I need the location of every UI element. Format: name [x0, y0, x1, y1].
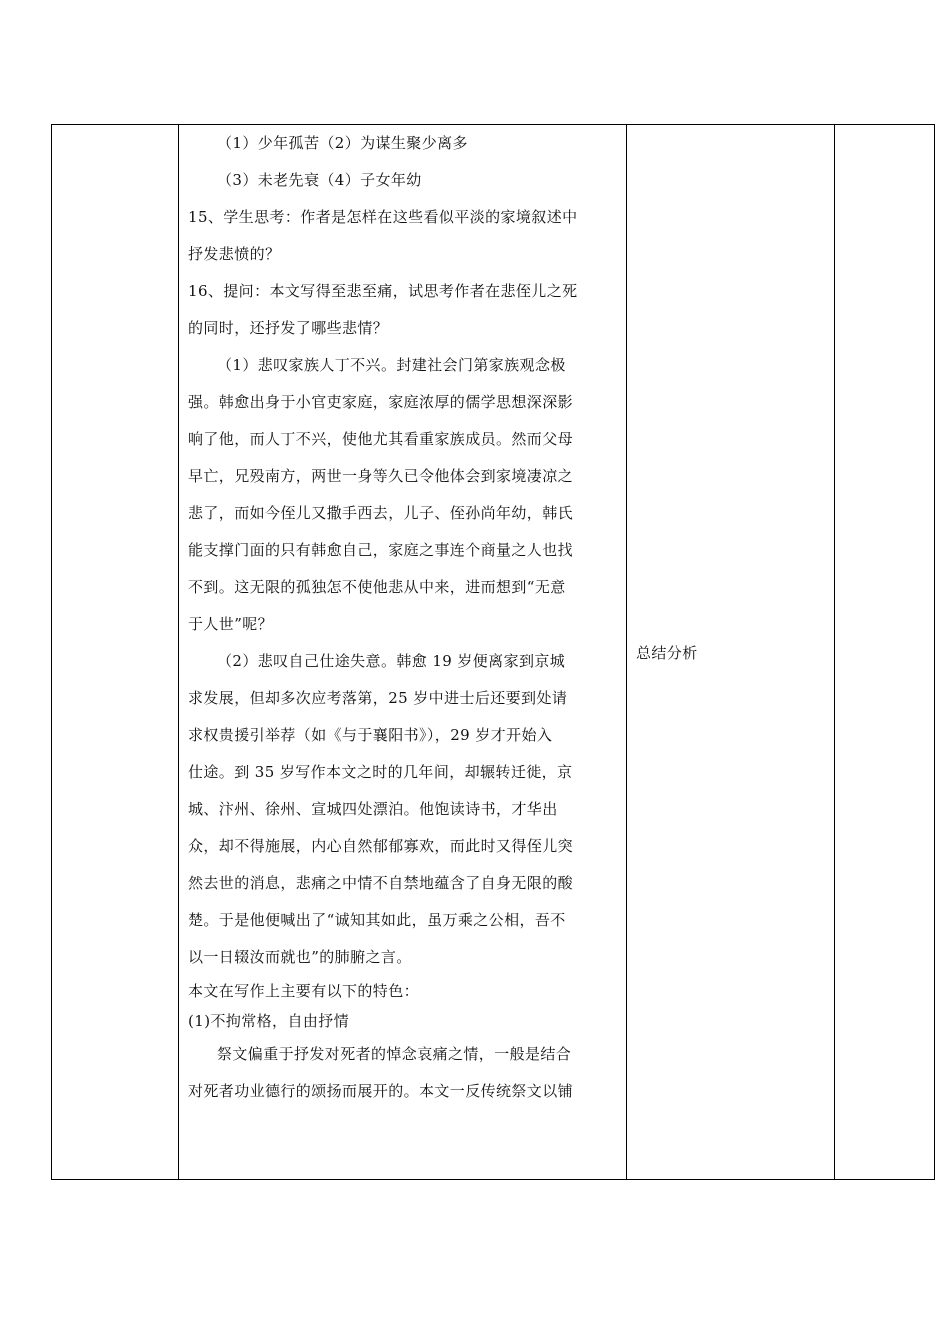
- content-line: 本文在写作上主要有以下的特色：: [188, 982, 420, 1000]
- content-line: 15、学生思考：作者是怎样在这些看似平淡的家境叙述中: [188, 208, 578, 226]
- content-line: 不到。这无限的孤独怎不使他悲从中来，进而想到“无意: [188, 578, 566, 596]
- content-line: 以一日辍汝而就也”的肺腑之言。: [188, 948, 412, 966]
- content-line: （1）少年孤苦（2）为谋生聚少离多: [217, 134, 468, 152]
- note-text: 总结分析: [636, 643, 698, 662]
- content-line: 城、汴州、徐州、宣城四处漂泊。他饱读诗书，才华出: [188, 800, 558, 818]
- content-line: （1）悲叹家族人丁不兴。封建社会门第家族观念极: [217, 356, 566, 374]
- content-line: 于人世”呢？: [188, 615, 274, 633]
- content-line: 对死者功业德行的颂扬而展开的。本文一反传统祭文以铺: [188, 1082, 574, 1100]
- content-line: 仕途。到 35 岁写作本文之时的几年间，却辗转迁徙，京: [188, 763, 573, 781]
- content-line: 16、提问：本文写得至悲至痛，试思考作者在悲侄儿之死: [188, 282, 578, 300]
- content-line: 的同时，还抒发了哪些悲情？: [188, 319, 389, 337]
- content-line: 抒发悲愤的？: [188, 245, 281, 263]
- content-line: 求发展，但却多次应考落第，25 岁中进士后还要到处请: [188, 689, 568, 707]
- content-line: 然去世的消息，悲痛之中情不自禁地蕴含了自身无限的酸: [188, 874, 574, 892]
- content-line: （2）悲叹自己仕途失意。韩愈 19 岁便离家到京城: [217, 652, 566, 670]
- content-line: 能支撑门面的只有韩愈自己，家庭之事连个商量之人也找: [188, 541, 574, 559]
- content-line: 祭文偏重于抒发对死者的悼念哀痛之情，一般是结合: [217, 1045, 572, 1063]
- content-line: 响了他，而人丁不兴，使他尤其看重家族成员。然而父母: [188, 430, 574, 448]
- content-line: 众，却不得施展，内心自然郁郁寡欢，而此时又得侄儿突: [188, 837, 574, 855]
- blank-cell-left: [52, 125, 179, 1180]
- design-intent-cell: [627, 125, 835, 1180]
- content-line: 求权贵援引举荐（如《与于襄阳书》），29 岁才开始入: [188, 726, 553, 744]
- lesson-plan-table: [51, 124, 935, 1180]
- content-line: 楚。于是他便喊出了“诚知其如此，虽万乘之公相，吾不: [188, 911, 566, 929]
- content-line: 早亡，兄殁南方，两世一身等久已令他体会到家境凄凉之: [188, 467, 574, 485]
- table-row: [52, 125, 935, 1180]
- content-line: （3）未老先衰（4）子女年幼: [217, 171, 422, 189]
- blank-cell-right: [835, 125, 935, 1180]
- content-line: 强。韩愈出身于小官吏家庭，家庭浓厚的儒学思想深深影: [188, 393, 574, 411]
- content-line: (1)不拘常格，自由抒情: [188, 1012, 350, 1030]
- teaching-content-cell: [179, 125, 627, 1180]
- content-line: 悲了，而如今侄儿又撒手西去，儿子、侄孙尚年幼，韩氏: [188, 504, 574, 522]
